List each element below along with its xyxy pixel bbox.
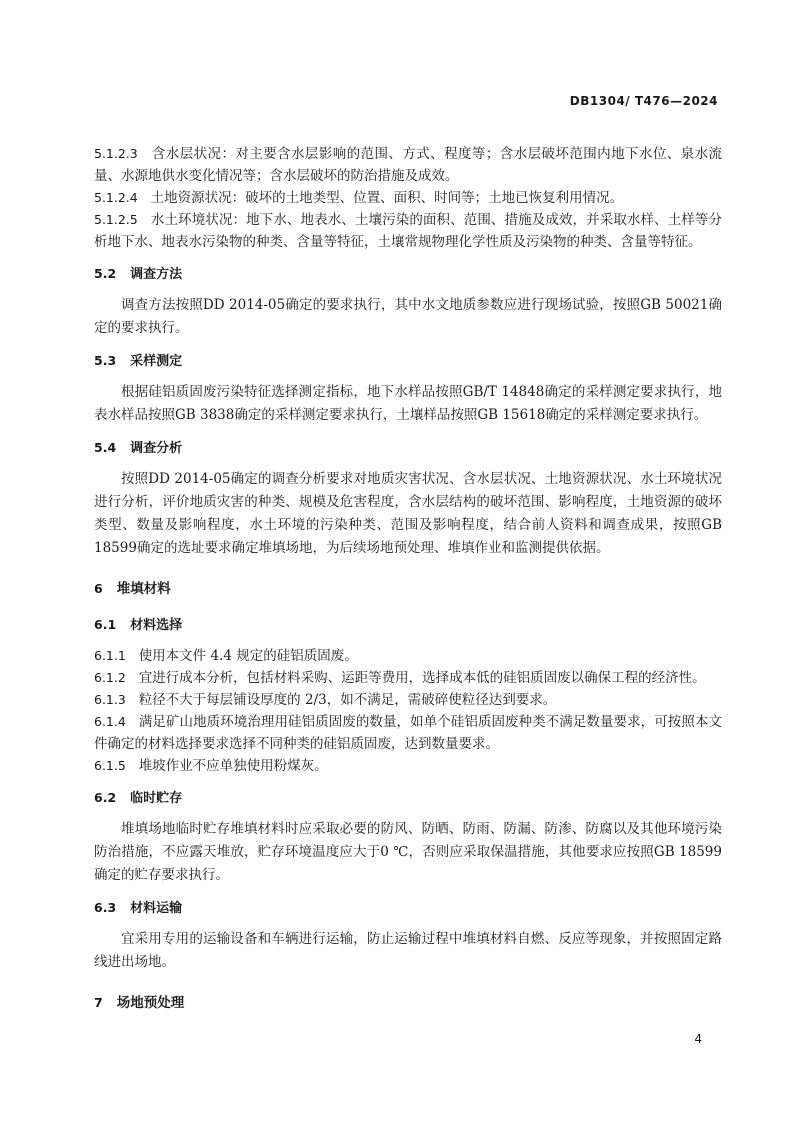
section-number: 5.2 (94, 266, 117, 281)
section-title: 材料运输 (130, 901, 183, 916)
clause-6-1-1 (94, 645, 722, 667)
chapter-title: 堆填材料 (116, 581, 171, 597)
clause-text: 土地资源状况：破坏的土地类型、位置、面积、时间等；土地已恢复利用情况。 (150, 190, 624, 206)
clause-6-1-2 (94, 667, 722, 689)
clause-text: 宜进行成本分析，包括材料采购、运距等费用，选择成本低的硅铝质固废以确保工程的经济性。 (138, 670, 706, 686)
section-title: 调查方法 (130, 267, 183, 282)
clause-5-1-2-3 (94, 143, 722, 187)
clause-text: 满足矿山地质环境治理用硅铝质固废的数量，如单个硅铝质固废种类不满足数量要求，可按照本文件确定的材料选择要求选择不同种类的硅铝质固废，达到数量要求。 (94, 714, 722, 752)
section-title: 临时贮存 (130, 791, 183, 806)
paragraph-5-2: 调查方法按照DD 2014-05确定的要求执行，其中水文地质参数应进行现场试验，按照GB 50021确定的要求执行。 (94, 297, 722, 336)
page-number: 4 (694, 1032, 702, 1046)
section-number: 6.2 (94, 790, 117, 805)
clause-6-1-5 (94, 755, 722, 777)
section-title: 材料选择 (130, 618, 183, 633)
section-heading-5-3 (94, 350, 722, 373)
clause-number: 5.1.2.3 (94, 146, 138, 161)
clause-text: 水土环境状况：地下水、地表水、土壤污染的面积、范围、措施及成效，并采取水样、土样等分析地下水、地表水污染物的种类、含量等特征，土壤常规物理化学性质及污染物的种类、含量等特征。 (94, 212, 723, 250)
clause-number: 6.1.5 (94, 758, 126, 773)
document-code: DB1304/ T476—2024 (569, 94, 718, 108)
clause-number: 5.1.2.5 (94, 212, 138, 227)
clause-5-1-2-4 (94, 187, 722, 209)
section-number: 5.3 (94, 353, 117, 368)
clause-6-1-4 (94, 711, 722, 755)
section-number: 5.4 (94, 440, 117, 455)
clause-number: 6.1.3 (94, 692, 126, 707)
clause-number: 6.1.1 (94, 648, 126, 663)
paragraph-6-3: 宜采用专用的运输设备和车辆进行运输，防止运输过程中堆填材料自燃、反应等现象，并按照固定路线进出场地。 (94, 931, 722, 970)
paragraph-6-2: 堆填场地临时贮存堆填材料时应采取必要的防风、防晒、防雨、防漏、防渗、防腐以及其他环境污染防治措施，不应露天堆放，贮存环境温度应大于0 ℃，否则应采取保温措施，其他要求应按照GB 18599确定的贮存要求执行。 (94, 821, 722, 883)
clause-text: 堆坡作业不应单独使用粉煤灰。 (138, 758, 328, 774)
section-title: 调查分析 (130, 441, 183, 456)
page-content (94, 143, 722, 1028)
section-heading-6-3 (94, 897, 722, 920)
chapter-number: 6 (94, 581, 103, 596)
chapter-heading-6 (94, 578, 722, 600)
clause-6-1-3 (94, 689, 722, 711)
clause-text: 含水层状况：对主要含水层影响的范围、方式、程度等；含水层破坏范围内地下水位、泉水流量、水源地供水变化情况等；含水层破坏的防治措施及成效。 (94, 146, 723, 184)
clause-text: 粒径不大于每层铺设厚度的 2/3，如不满足，需破碎使粒径达到要求。 (138, 692, 557, 708)
section-heading-6-2 (94, 787, 722, 810)
section-heading-5-4 (94, 437, 722, 460)
clause-number: 6.1.4 (94, 714, 126, 729)
paragraph-5-4: 按照DD 2014-05确定的调查分析要求对地质灾害状况、含水层状况、土地资源状况、水土环境状况进行分析，评价地质灾害的种类、规模及危害程度，含水层结构的破坏范围、影响程度，土地资源的破坏类型、数量及影响程度，水土环境的污染种类、范围及影响程度，结合前人资料和调查成果，按照GB 18599确定的选址要求确定堆填场地，为后续场地预处理、堆填作业和监测提供依据。 (94, 471, 722, 556)
section-number: 6.1 (94, 617, 117, 632)
clause-number: 5.1.2.4 (94, 190, 138, 205)
section-number: 6.3 (94, 900, 117, 915)
section-heading-6-1 (94, 614, 722, 637)
paragraph-5-3: 根据硅铝质固废污染特征选择测定指标，地下水样品按照GB/T 14848确定的采样测定要求执行，地表水样品按照GB 3838确定的采样测定要求执行，土壤样品按照GB 15618确定的采样测定要求执行。 (94, 384, 722, 423)
section-heading-5-2 (94, 263, 722, 286)
section-title: 采样测定 (130, 354, 183, 369)
chapter-heading-7 (94, 992, 722, 1014)
clause-text: 使用本文件 4.4 规定的硅铝质固废。 (138, 648, 358, 664)
chapter-title: 场地预处理 (116, 995, 185, 1011)
clause-5-1-2-5 (94, 209, 722, 253)
clause-number: 6.1.2 (94, 670, 126, 685)
chapter-number: 7 (94, 995, 103, 1010)
